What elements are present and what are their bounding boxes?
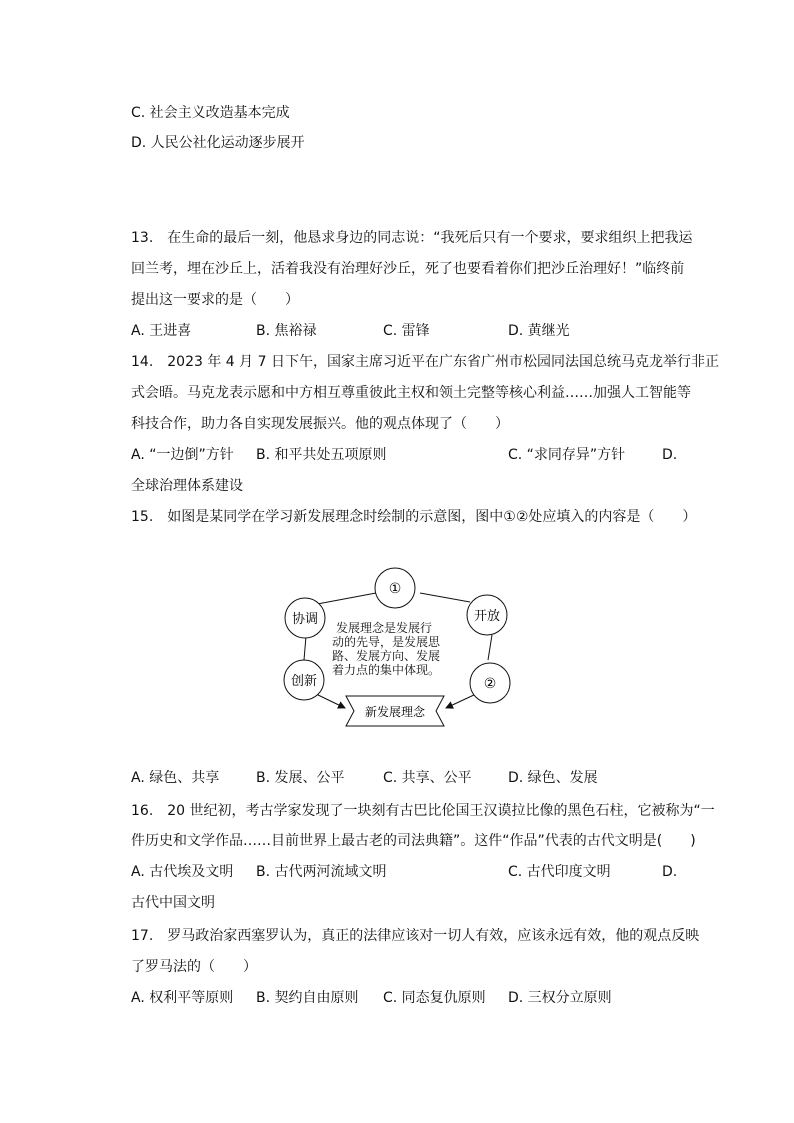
q14-stem-line2: 式会晤。马克龙表示愿和中方相互尊重彼此主权和领土完整等核心利益……加强人工智能等 xyxy=(131,385,691,401)
q15-option-c: C. 共享、公平 xyxy=(383,770,472,786)
q14-option-a: A. “一边倒”方针 xyxy=(131,447,234,463)
node-left-top xyxy=(285,598,325,638)
q13-option-d: D. 黄继光 xyxy=(508,323,570,339)
svg-text:创新: 创新 xyxy=(290,674,318,689)
svg-text:路、发展方向、发展: 路、发展方向、发展 xyxy=(332,649,441,663)
svg-text:发展理念是发展行: 发展理念是发展行 xyxy=(336,621,433,635)
center-description xyxy=(332,620,441,677)
q13-stem-line1: 13. 在生命的最后一刻，他恳求身边的同志说：“我死后只有一个要求，要求组织上把我运 xyxy=(131,230,693,246)
q15-option-a: A. 绿色、共享 xyxy=(131,770,220,786)
svg-text:动的先导，是发展思: 动的先导，是发展思 xyxy=(332,635,441,649)
q14-stem-line1: 14. 2023 年 4 月 7 日下午，国家主席习近平在广东省广州市松园同法国总统马克龙举行非正 xyxy=(131,354,719,370)
q16-option-d: D. xyxy=(662,864,678,880)
q17-option-b: B. 契约自由原则 xyxy=(256,990,359,1006)
node-top xyxy=(375,568,415,608)
q17-stem-line2: 了罗马法的（ ） xyxy=(131,959,257,975)
q14-option-d-text: 全球治理体系建设 xyxy=(131,478,243,494)
prev-option-d: D. 人民公社化运动逐步展开 xyxy=(131,135,305,151)
q16-option-b: B. 古代两河流域文明 xyxy=(256,864,387,880)
q13-stem-line3: 提出这一要求的是（ ） xyxy=(131,292,299,308)
q13-option-c: C. 雷锋 xyxy=(383,323,430,339)
q16-option-a: A. 古代埃及文明 xyxy=(131,864,234,880)
q13-option-b: B. 焦裕禄 xyxy=(256,323,317,339)
node-right-top xyxy=(467,595,507,635)
banner-new-development-concept xyxy=(346,696,444,726)
q16-option-d-text: 古代中国文明 xyxy=(131,895,215,911)
q14-stem-line3: 科技合作，助力各自实现发展振兴。他的观点体现了（ ） xyxy=(131,416,509,432)
svg-text:①: ① xyxy=(388,581,402,597)
q17-option-d: D. 三权分立原则 xyxy=(508,990,612,1006)
q13-stem-line2: 回兰考，埋在沙丘上，活着我没有治理好沙丘，死了也要看着你们把沙丘治理好！”临终前 xyxy=(131,261,685,277)
q17-option-a: A. 权利平等原则 xyxy=(131,990,234,1006)
q15-stem-line1: 15. 如图是某同学在学习新发展理念时绘制的示意图，图中①②处应填入的内容是（ ） xyxy=(131,509,697,525)
q16-stem-line2: 件历史和文学作品……目前世界上最古老的司法典籍”。这件“作品”代表的古代文明是( ) xyxy=(131,833,696,849)
q15-option-d: D. 绿色、发展 xyxy=(508,770,598,786)
q16-stem-line1: 16. 20 世纪初，考古学家发现了一块刻有古巴比伦国王汉谟拉比像的黑色石柱，它被称为“一 xyxy=(131,803,715,819)
svg-text:新发展理念: 新发展理念 xyxy=(364,705,426,719)
q16-option-c: C. 古代印度文明 xyxy=(508,864,611,880)
q17-stem-line1: 17. 罗马政治家西塞罗认为，真正的法律应该对一切人有效，应该永远有效，他的观点反映 xyxy=(131,928,700,944)
svg-text:开放: 开放 xyxy=(473,609,501,624)
node-left-bottom xyxy=(284,660,324,700)
svg-text:协调: 协调 xyxy=(291,612,319,627)
q14-option-b: B. 和平共处五项原则 xyxy=(256,447,387,463)
prev-option-c: C. 社会主义改造基本完成 xyxy=(131,105,290,121)
q14-option-c: C. “求同存异”方针 xyxy=(508,447,626,463)
node-right-bottom xyxy=(470,663,510,703)
new-development-concept-diagram xyxy=(270,560,530,735)
svg-text:②: ② xyxy=(483,676,497,692)
svg-text:着力点的集中体现。: 着力点的集中体现。 xyxy=(332,663,441,677)
q14-option-d: D. xyxy=(662,447,678,463)
q17-option-c: C. 同态复仇原则 xyxy=(383,990,486,1006)
q13-option-a: A. 王进喜 xyxy=(131,323,192,339)
q15-option-b: B. 发展、公平 xyxy=(256,770,345,786)
